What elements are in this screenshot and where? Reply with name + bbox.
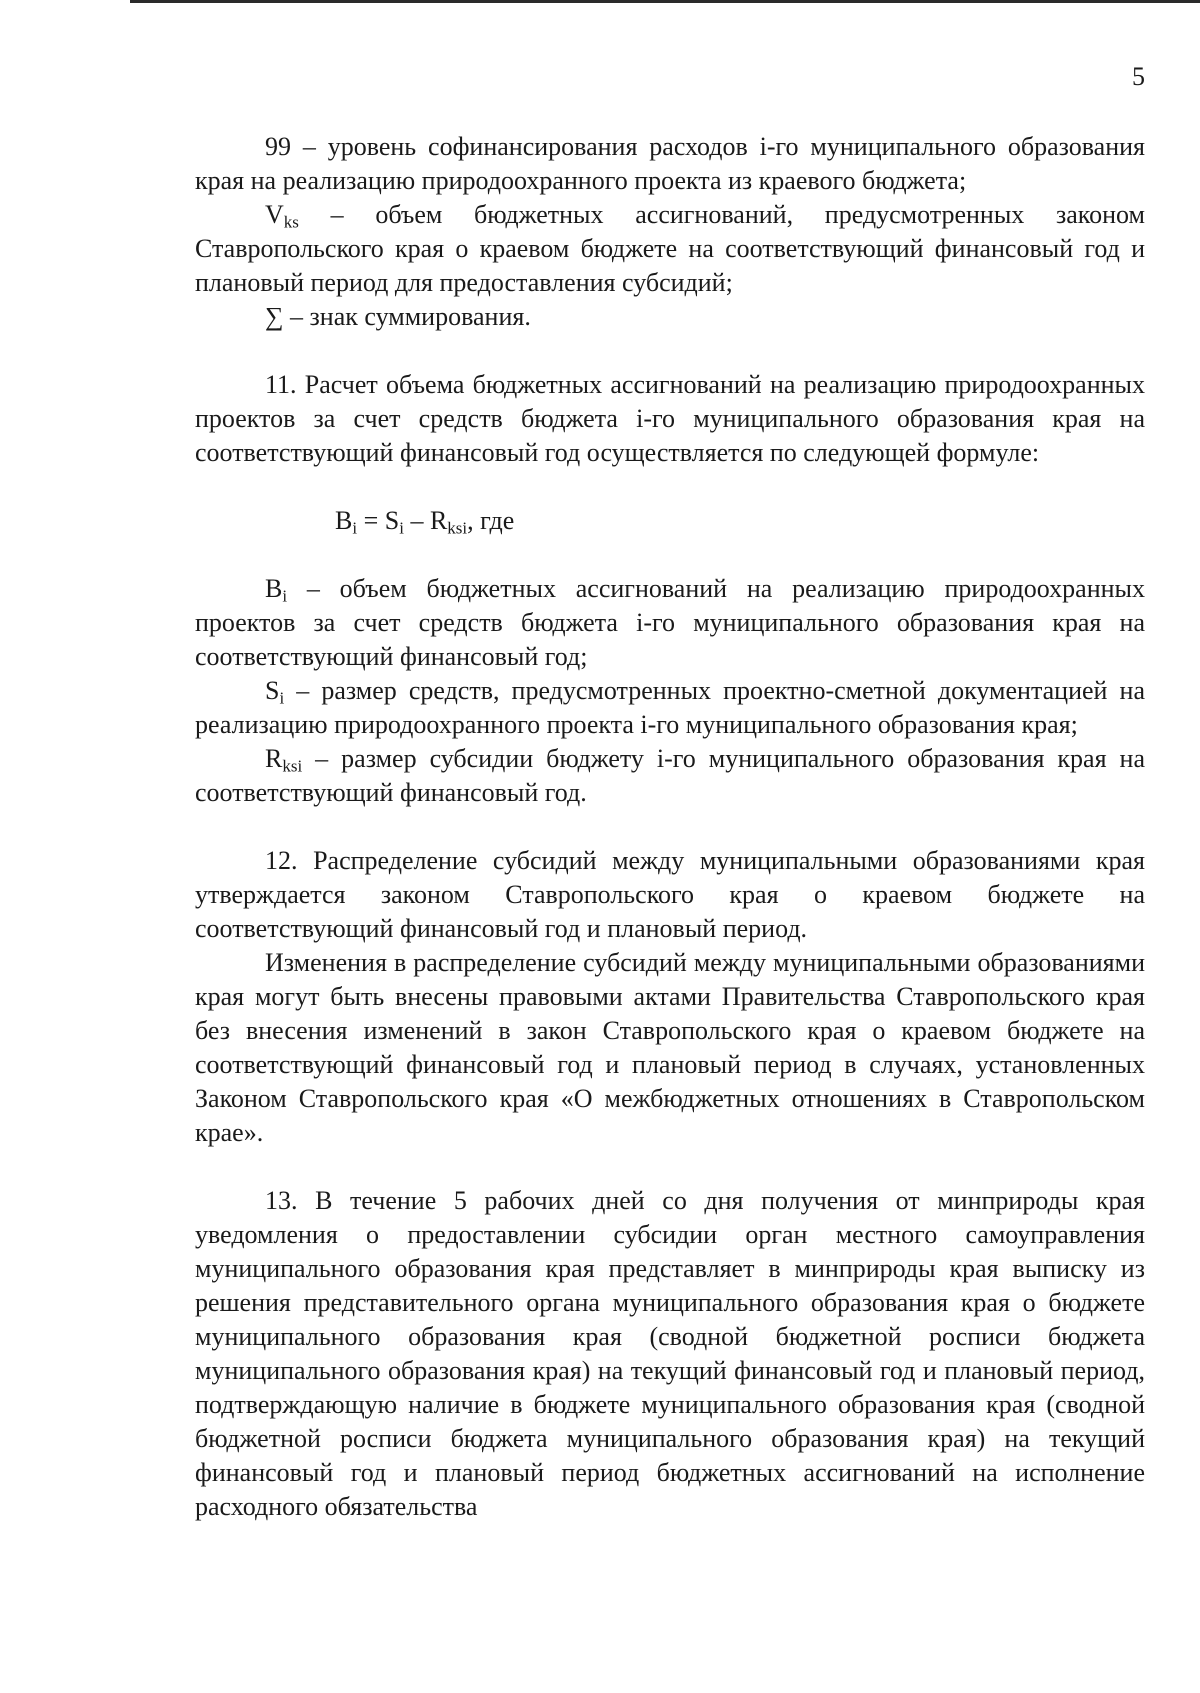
paragraph-sum-sign: ∑ – знак суммирования. xyxy=(265,302,531,331)
formula-s-subscript: i xyxy=(399,518,404,538)
paragraph-cofinancing-level: 99 – уровень софинансирования расходов i-го муниципального образования края на реализацию природоохранного проекта из краевого бюджета; xyxy=(195,132,1145,195)
page-number: 5 xyxy=(1132,62,1145,91)
paragraph-bi-definition xyxy=(195,572,1145,674)
document-body xyxy=(195,130,1145,1524)
symbol-r: R xyxy=(265,744,283,773)
bi-definition-text: – объем бюджетных ассигнований на реализацию природоохранных проектов за счет средств бюджета i-го муниципального образования края на соответствующий финансовый год; xyxy=(195,574,1145,671)
paragraph-vks-definition xyxy=(195,198,1145,300)
symbol-v: V xyxy=(265,200,284,229)
symbol-s: S xyxy=(265,676,280,705)
formula-r-subscript: ksi xyxy=(447,518,468,538)
paragraph-section-12-changes: Изменения в распределение субсидий между муниципальными образованиями края могут быть внесены правовыми актами Правительства Ставропольского края без внесения изменений в закон Ставропольского края о краевом бюджете на соответствующий финансовый год и плановый период в случаях, установленных Законом Ставропольского края «О межбюджетных отношениях в Ставропольском крае». xyxy=(195,948,1145,1147)
scan-edge-line xyxy=(130,0,1200,3)
paragraph-section-12: 12. Распределение субсидий между муниципальными образованиями края утверждается законом Ставропольского края о краевом бюджете на соответствующий финансовый год и плановый период. xyxy=(195,846,1145,943)
spacer xyxy=(195,538,1145,572)
symbol-s-subscript: i xyxy=(279,688,285,708)
symbol-b: B xyxy=(265,574,283,603)
paragraph-section-11: 11. Расчет объема бюджетных ассигнований на реализацию природоохранных проектов за счет средств бюджета i-го муниципального образования края на соответствующий финансовый год осуществляется по следующей формуле: xyxy=(195,370,1145,467)
formula-tail: , где xyxy=(467,506,515,535)
si-definition-text: – размер средств, предусмотренных проектно-сметной документацией на реализацию природоохранного проекта i-го муниципального образования края; xyxy=(195,676,1145,739)
paragraph-rksi-definition xyxy=(195,742,1145,810)
spacer xyxy=(195,810,1145,844)
formula-b: B xyxy=(335,506,353,535)
vks-definition-text: – объем бюджетных ассигнований, предусмотренных законом Ставропольского края о краевом бюджете на соответствующий финансовый год и плановый период для предоставления субсидий; xyxy=(195,200,1145,297)
formula-b-subscript: i xyxy=(352,518,358,538)
symbol-v-subscript: ks xyxy=(283,212,299,232)
spacer xyxy=(195,1150,1145,1184)
spacer xyxy=(195,334,1145,368)
spacer xyxy=(195,470,1145,504)
formula xyxy=(195,504,1145,538)
rksi-definition-text: – размер субсидии бюджету i-го муниципального образования края на соответствующий финансовый год. xyxy=(195,744,1145,807)
symbol-b-subscript: i xyxy=(282,586,288,606)
paragraph-si-definition xyxy=(195,674,1145,742)
formula-minus-r: – R xyxy=(403,506,448,535)
paragraph-section-13: 13. В течение 5 рабочих дней со дня получения от минприроды края уведомления о предоставлении субсидии орган местного самоуправления муниципального образования края представляет в минприроды края выписку из решения представительного органа муниципального образования края о бюджете муниципального образования края (сводной бюджетной росписи бюджета муниципального образования края) на текущий финансовый год и плановый период, подтверждающую наличие в бюджете муниципального образования края (сводной бюджетной росписи бюджета муниципального образования края) на текущий финансовый год и плановый период бюджетных ассигнований на исполнение расходного обязательства xyxy=(195,1186,1145,1521)
formula-equals-s: = S xyxy=(357,506,400,535)
symbol-r-subscript: ksi xyxy=(282,756,303,776)
